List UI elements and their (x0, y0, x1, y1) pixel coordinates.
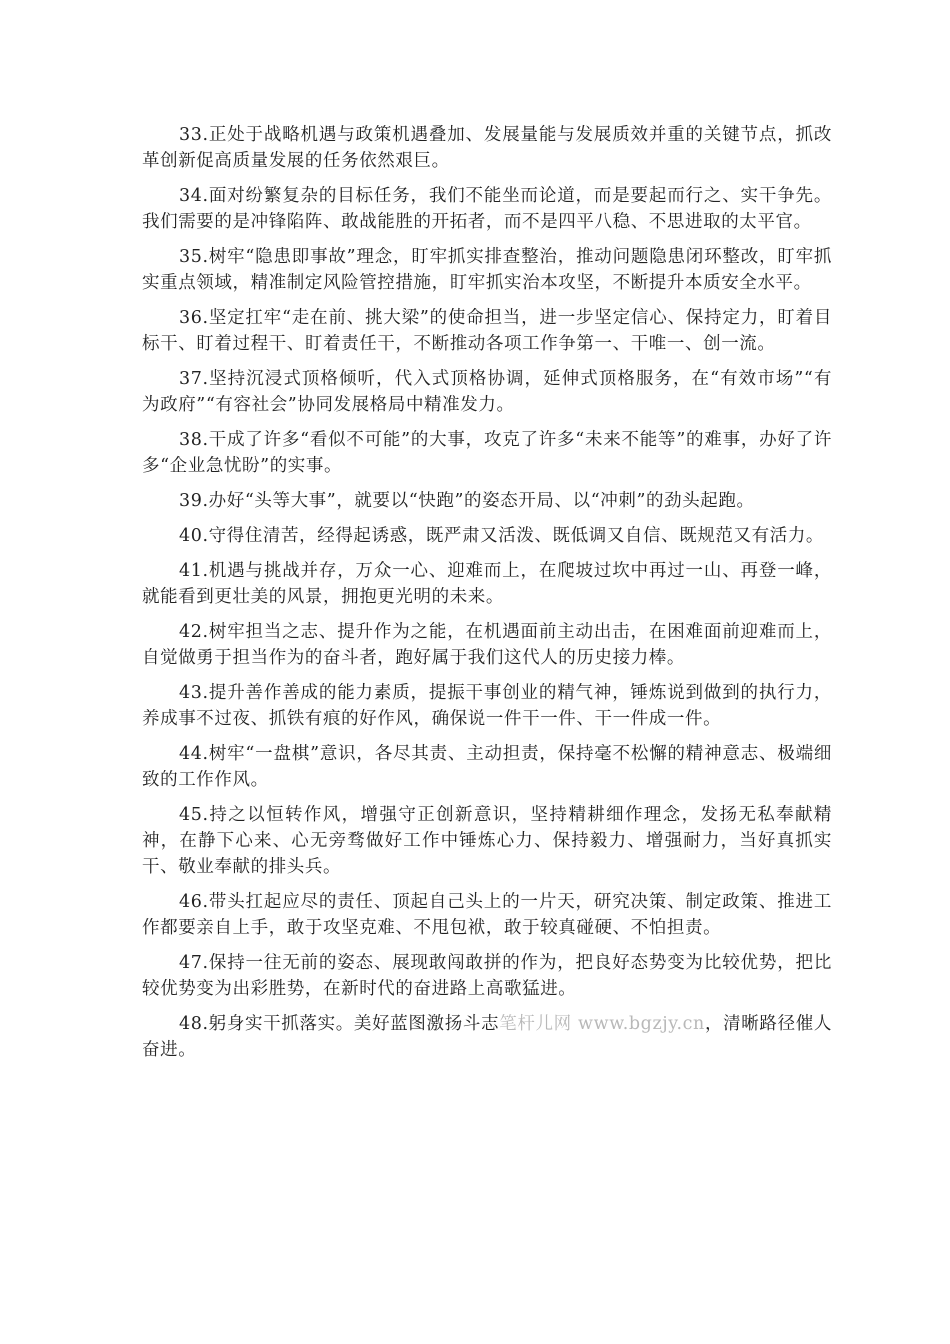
paragraph-33: 33.正处于战略机遇与政策机遇叠加、发展量能与发展质效并重的关键节点，抓改革创新促高质量发展的任务依然艰巨。 (142, 125, 832, 171)
paragraph-44: 44.树牢“一盘棋”意识，各尽其责、主动担责，保持毫不松懈的精神意志、极端细致的工作作风。 (142, 744, 832, 790)
paragraph-43: 43.提升善作善成的能力素质，提振干事创业的精气神，锤炼说到做到的执行力，养成事不过夜、抓铁有痕的好作风，确保说一件干一件、干一件成一件。 (142, 683, 832, 729)
paragraph-34: 34.面对纷繁复杂的目标任务，我们不能坐而论道，而是要起而行之、实干争先。我们需要的是冲锋陷阵、敢战能胜的开拓者，而不是四平八稳、不思进取的太平官。 (142, 186, 832, 232)
paragraph-40: 40.守得住清苦，经得起诱惑，既严肃又活泼、既低调又自信、既规范又有活力。 (179, 526, 825, 546)
paragraph-45: 45.持之以恒转作风，增强守正创新意识，坚持精耕细作理念，发扬无私奉献精神，在静下心来、心无旁骛做好工作中锤炼心力、保持毅力、增强耐力，当好真抓实干、敬业奉献的排头兵。 (142, 805, 832, 877)
paragraph-48 (142, 1011, 832, 1063)
paragraph-35: 35.树牢“隐患即事故”理念，盯牢抓实排查整治，推动问题隐患闭环整改，盯牢抓实重点领域，精准制定风险管控措施，盯牢抓实治本攻坚，不断提升本质安全水平。 (142, 247, 832, 293)
paragraph-48-text-before: 48.躬身实干抓落实。美好蓝图激扬斗志 (179, 1014, 500, 1034)
paragraph-46: 46.带头扛起应尽的责任、顶起自己头上的一片天，研究决策、制定政策、推进工作都要亲自上手，敢于攻坚克难、不甩包袱，敢于较真碰硬、不怕担责。 (142, 892, 832, 938)
paragraph-42: 42.树牢担当之志、提升作为之能，在机遇面前主动出击，在困难面前迎难而上，自觉做勇于担当作为的奋斗者，跑好属于我们这代人的历史接力棒。 (142, 622, 832, 668)
paragraph-47: 47.保持一往无前的姿态、展现敢闯敢拼的作为，把良好态势变为比较优势，把比较优势变为出彩胜势，在新时代的奋进路上高歌猛进。 (142, 953, 832, 999)
paragraph-39: 39.办好“头等大事”，就要以“快跑”的姿态开局、以“冲刺”的劲头起跑。 (179, 491, 755, 511)
document-body (142, 122, 832, 1072)
paragraph-41: 41.机遇与挑战并存，万众一心、迎难而上，在爬坡过坎中再过一山、再登一峰，就能看到更壮美的风景，拥抱更光明的未来。 (142, 561, 832, 607)
paragraph-48-text-after: ，清晰路径催人奋进。 (142, 1014, 832, 1060)
watermark-text: 笔杆儿网 www.bgzjy.cn (499, 1014, 705, 1034)
paragraph-38: 38.干成了许多“看似不可能”的大事，攻克了许多“未来不能等”的难事，办好了许多“企业急忧盼”的实事。 (142, 430, 832, 476)
paragraph-37: 37.坚持沉浸式顶格倾听，代入式顶格协调，延伸式顶格服务，在“有效市场”“有为政府”“有容社会”协同发展格局中精准发力。 (142, 369, 832, 415)
paragraph-36: 36.坚定扛牢“走在前、挑大梁”的使命担当，进一步坚定信心、保持定力，盯着目标干、盯着过程干、盯着责任干，不断推动各项工作争第一、干唯一、创一流。 (142, 308, 832, 354)
